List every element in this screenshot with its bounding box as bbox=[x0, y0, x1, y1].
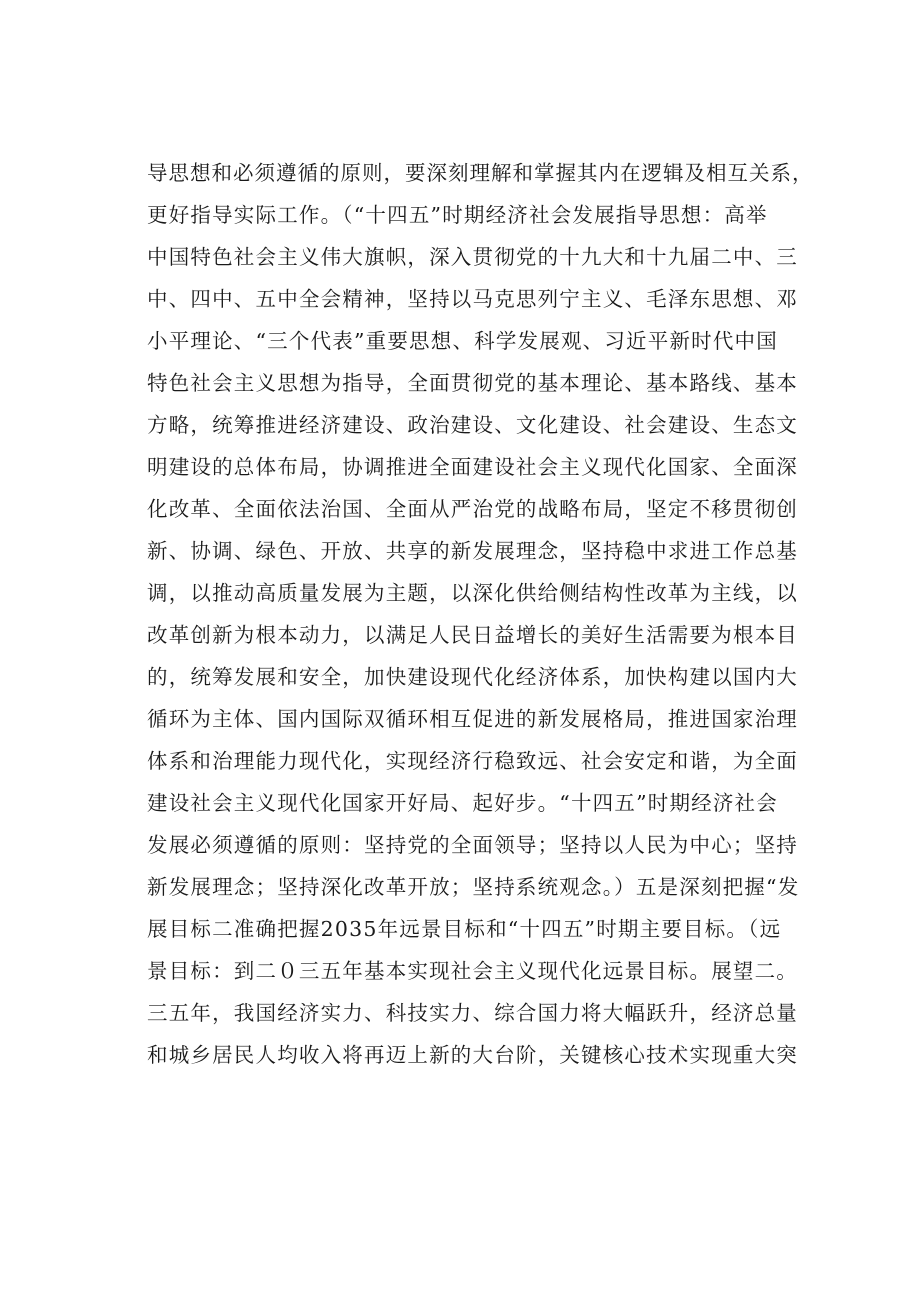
text-line: 导思想和必须遵循的原则，要深刻理解和掌握其内在逻辑及相互关系， bbox=[147, 161, 814, 185]
text-line: 展目标二准确把握2035年远景目标和“十四五”时期主要目标。（远 bbox=[147, 917, 782, 941]
text-line: 发展必须遵循的原则：坚持党的全面领导；坚持以人民为中心；坚持 bbox=[147, 833, 798, 857]
text-line: 的，统筹发展和安全，加快建设现代化经济体系，加快构建以国内大 bbox=[147, 665, 798, 689]
text-line: 新发展理念；坚持深化改革开放；坚持系统观念。）五是深刻把握“发 bbox=[147, 875, 800, 899]
text-line: 中、四中、五中全会精神，坚持以马克思列宁主义、毛泽东思想、邓 bbox=[147, 287, 798, 311]
text-line: 明建设的总体布局，协调推进全面建设社会主义现代化国家、全面深 bbox=[147, 455, 798, 479]
body-text bbox=[147, 152, 817, 1076]
text-line: 化改革、全面依法治国、全面从严治党的战略布局，坚定不移贯彻创 bbox=[147, 497, 798, 521]
text-line: 中国特色社会主义伟大旗帜，深入贯彻党的十九大和十九届二中、三 bbox=[147, 245, 798, 269]
text-line: 更好指导实际工作。（“十四五”时期经济社会发展指导思想：高举 bbox=[147, 203, 768, 227]
text-line: 调，以推动高质量发展为主题，以深化供给侧结构性改革为主线，以 bbox=[147, 581, 798, 605]
text-line: 景目标：到二０三五年基本实现社会主义现代化远景目标。展望二。 bbox=[147, 959, 798, 983]
text-line: 小平理论、“三个代表”重要思想、科学发展观、习近平新时代中国 bbox=[147, 329, 778, 353]
text-line: 建设社会主义现代化国家开好局、起好步。“十四五”时期经济社会 bbox=[147, 791, 778, 815]
text-line: 和城乡居民人均收入将再迈上新的大台阶，关键核心技术实现重大突 bbox=[147, 1043, 798, 1067]
text-line: 方略，统筹推进经济建设、政治建设、文化建设、社会建设、生态文 bbox=[147, 413, 798, 437]
text-line: 三五年，我国经济实力、科技实力、综合国力将大幅跃升，经济总量 bbox=[147, 1001, 798, 1025]
text-line: 新、协调、绿色、开放、共享的新发展理念，坚持稳中求进工作总基 bbox=[147, 539, 798, 563]
text-line: 循环为主体、国内国际双循环相互促进的新发展格局，推进国家治理 bbox=[147, 707, 798, 731]
text-line: 体系和治理能力现代化，实现经济行稳致远、社会安定和谐，为全面 bbox=[147, 749, 798, 773]
text-line: 特色社会主义思想为指导，全面贯彻党的基本理论、基本路线、基本 bbox=[147, 371, 798, 395]
text-line: 改革创新为根本动力，以满足人民日益增长的美好生活需要为根本目 bbox=[147, 623, 798, 647]
